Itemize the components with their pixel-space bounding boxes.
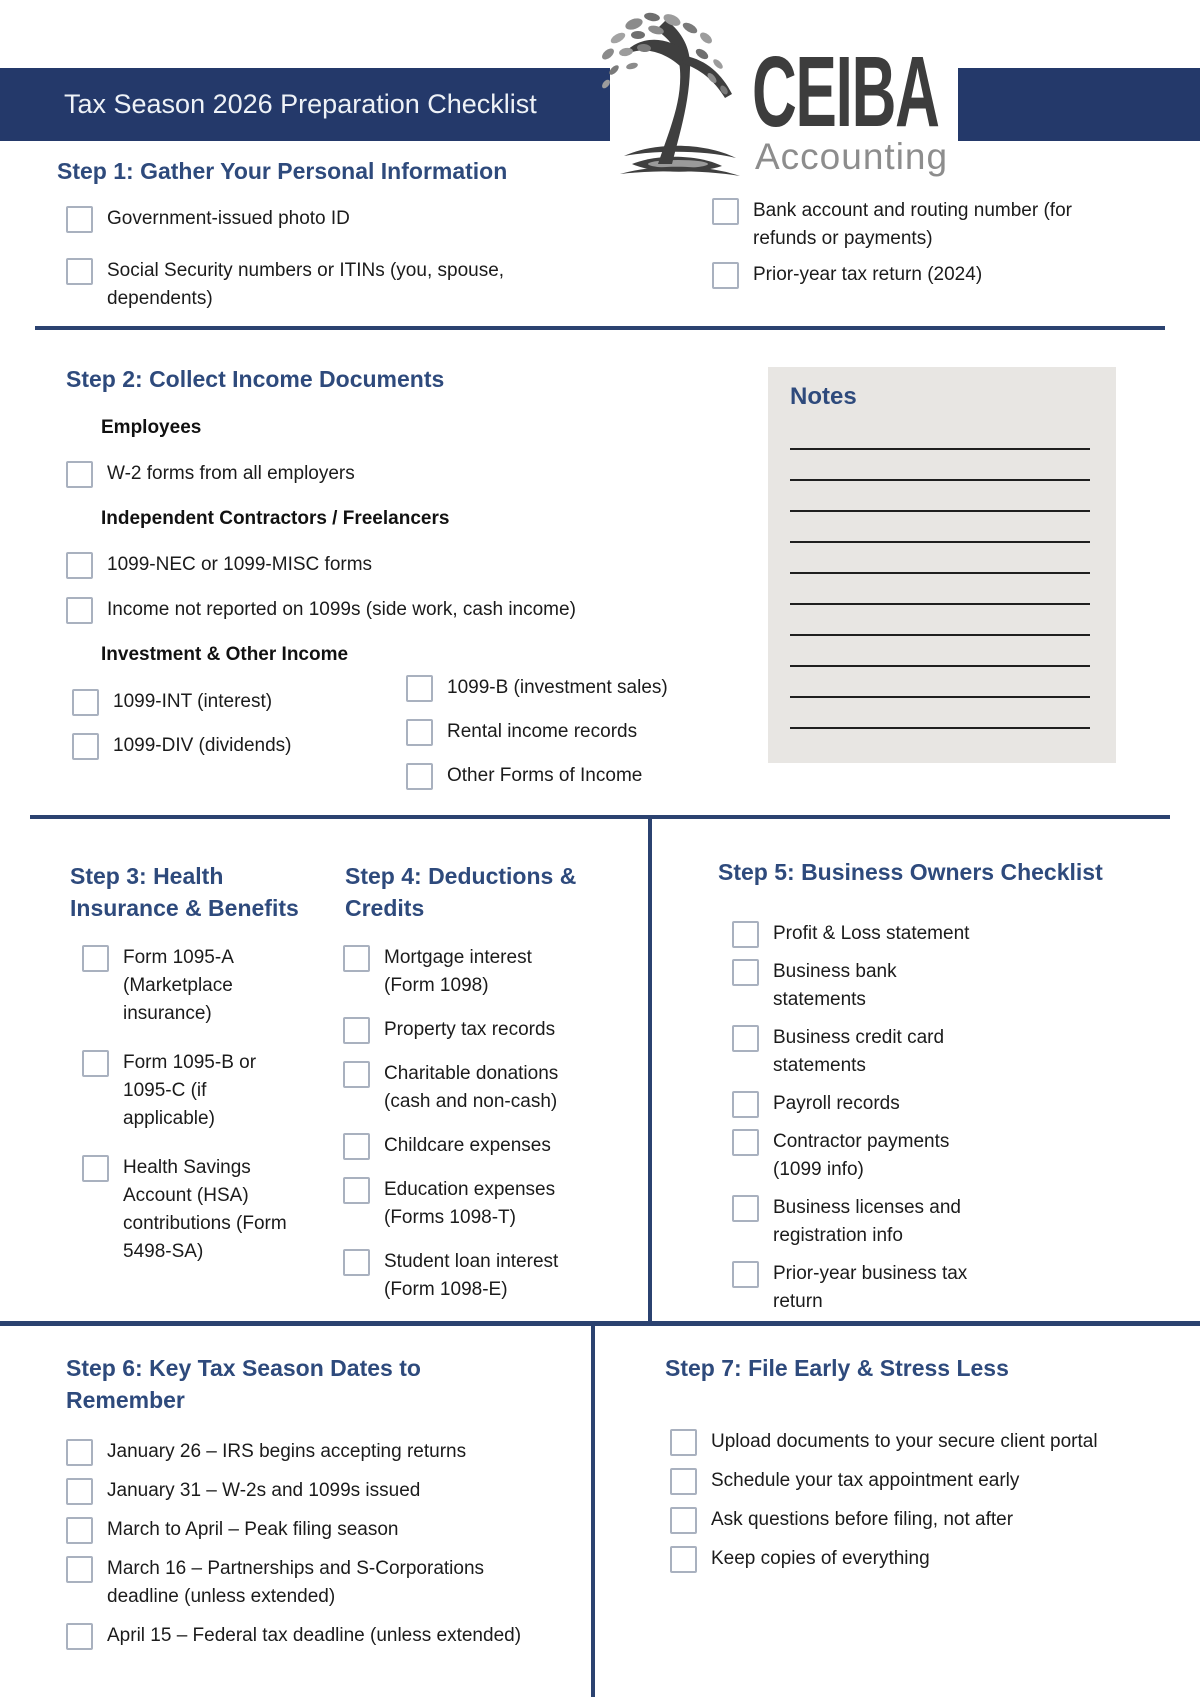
checklist-item — [72, 732, 291, 760]
label-line: Form 1095-A — [123, 947, 234, 968]
checklist-item-label — [107, 1516, 399, 1544]
label-line: Income not reported on 1099s (side work, cash income) — [107, 599, 576, 620]
label-line: statements — [773, 989, 866, 1010]
notes-line — [790, 512, 1090, 543]
step6-heading — [66, 1352, 421, 1416]
label-line: return — [773, 1291, 823, 1312]
checkbox[interactable] — [406, 675, 433, 702]
checklist-item — [66, 1555, 521, 1611]
notes-heading: Notes — [790, 383, 857, 410]
checklist-item-label — [447, 718, 637, 746]
column-divider-steps345 — [648, 815, 652, 1325]
label-line: Rental income records — [447, 721, 638, 742]
label-line: statements — [773, 1055, 866, 1076]
label-line: Property tax records — [384, 1019, 556, 1040]
checklist-item — [66, 551, 576, 579]
checklist-item-label — [384, 944, 532, 1000]
checklist-item — [66, 1622, 521, 1650]
checklist-item — [732, 1024, 969, 1080]
heading-line: Credits — [345, 895, 425, 921]
label-line: Bank account and routing number (for — [753, 200, 1072, 221]
label-line: (cash and non-cash) — [384, 1091, 558, 1112]
label-line: Childcare expenses — [384, 1135, 551, 1156]
label-line: deadline (unless extended) — [107, 1586, 336, 1607]
label-line: refunds or payments) — [753, 228, 933, 249]
step7-heading: Step 7: File Early & Stress Less — [665, 1355, 1009, 1381]
checkbox[interactable] — [66, 1517, 93, 1544]
checklist-item — [732, 1194, 969, 1250]
checkbox[interactable] — [732, 1091, 759, 1118]
step3-checklist — [82, 944, 287, 1287]
label-line: (Marketplace — [123, 975, 233, 996]
checkbox[interactable] — [72, 733, 99, 760]
checkbox[interactable] — [670, 1468, 697, 1495]
checklist-item-label — [447, 762, 642, 790]
checklist-item — [732, 920, 969, 948]
checklist-item-label — [107, 551, 372, 579]
checklist-item — [66, 1438, 521, 1466]
checkbox[interactable] — [712, 198, 739, 225]
checklist-item — [406, 718, 668, 746]
checklist-item — [712, 261, 1072, 289]
checkbox[interactable] — [66, 597, 93, 624]
subsection-heading: Investment & Other Income — [101, 644, 349, 665]
label-line: dependents) — [107, 288, 213, 309]
checkbox[interactable] — [670, 1507, 697, 1534]
checklist-item — [732, 1260, 969, 1316]
checkbox[interactable] — [732, 959, 759, 986]
step3-heading — [70, 860, 299, 924]
checklist-item-label — [753, 197, 1072, 253]
step1-heading: Step 1: Gather Your Personal Information — [57, 158, 508, 184]
checkbox[interactable] — [670, 1546, 697, 1573]
checkbox[interactable] — [66, 1623, 93, 1650]
label-line: Prior-year business tax — [773, 1263, 968, 1284]
checklist-item — [66, 460, 576, 488]
checkbox[interactable] — [343, 1017, 370, 1044]
label-line: Social Security numbers or ITINs (you, spouse, — [107, 260, 505, 281]
label-line: Form 1095-B or — [123, 1052, 257, 1073]
checklist-item — [82, 944, 287, 1028]
notes-ruled-lines — [790, 419, 1090, 729]
checklist-item-label — [107, 1438, 466, 1466]
label-line: contributions (Form — [123, 1213, 287, 1234]
label-line: Ask questions before filing, not after — [711, 1509, 1014, 1530]
notes-line — [790, 605, 1090, 636]
checkbox[interactable] — [343, 1249, 370, 1276]
notes-line — [790, 636, 1090, 667]
step5-heading: Step 5: Business Owners Checklist — [718, 859, 1103, 885]
checklist-item — [732, 958, 969, 1014]
checkbox[interactable] — [82, 1050, 109, 1077]
checklist-item-label — [711, 1428, 1098, 1456]
checklist-item-label — [773, 958, 897, 1014]
checklist-item-label — [107, 460, 355, 488]
label-line: Keep copies of everything — [711, 1548, 930, 1569]
label-line: Health Savings — [123, 1157, 251, 1178]
checklist-item — [670, 1506, 1098, 1534]
notes-line — [790, 481, 1090, 512]
checklist-item — [66, 205, 504, 233]
checklist-item — [670, 1428, 1098, 1456]
checkbox[interactable] — [66, 206, 93, 233]
step4-heading — [345, 860, 576, 924]
step2-heading: Step 2: Collect Income Documents — [66, 366, 445, 392]
checklist-item — [670, 1545, 1098, 1573]
checkbox[interactable] — [670, 1429, 697, 1456]
heading-line: Step 4: Deductions & — [345, 863, 577, 889]
checkbox[interactable] — [732, 921, 759, 948]
label-line: Business licenses and — [773, 1197, 961, 1218]
step7-checklist — [670, 1428, 1098, 1584]
checklist-item — [66, 1477, 521, 1505]
label-line: Schedule your tax appointment early — [711, 1470, 1020, 1491]
step1-left-checklist — [66, 205, 504, 337]
checklist-item — [343, 1176, 558, 1232]
notes-line — [790, 419, 1090, 450]
checkbox[interactable] — [343, 1061, 370, 1088]
step1-right-checklist — [712, 197, 1072, 297]
checkbox[interactable] — [72, 689, 99, 716]
checklist-item — [66, 257, 504, 313]
checklist-item-label — [113, 688, 272, 716]
checkbox[interactable] — [732, 1195, 759, 1222]
label-line: March to April – Peak filing season — [107, 1519, 399, 1540]
checklist-item — [670, 1467, 1098, 1495]
label-line: Prior-year tax return (2024) — [753, 264, 983, 285]
label-line: (1099 info) — [773, 1159, 864, 1180]
notes-line — [790, 574, 1090, 605]
checkbox[interactable] — [82, 945, 109, 972]
checklist-item-label — [447, 674, 668, 702]
label-line: 1099-NEC or 1099-MISC forms — [107, 554, 373, 575]
step4-checklist — [343, 944, 558, 1320]
label-line: Upload documents to your secure client portal — [711, 1431, 1098, 1452]
notes-line — [790, 698, 1090, 729]
checklist-item — [82, 1154, 287, 1266]
checkbox[interactable] — [732, 1025, 759, 1052]
checklist-item-label — [773, 1260, 967, 1316]
checkbox[interactable] — [406, 763, 433, 790]
checkbox[interactable] — [66, 258, 93, 285]
checklist-item-label — [773, 920, 969, 948]
checkbox[interactable] — [66, 1556, 93, 1583]
checkbox[interactable] — [712, 262, 739, 289]
checklist-item — [72, 688, 291, 716]
checklist-item-label — [113, 732, 291, 760]
step2-investment-right-checklist — [406, 674, 668, 806]
label-line: Payroll records — [773, 1093, 900, 1114]
notes-line — [790, 543, 1090, 574]
checklist-item-label — [711, 1467, 1019, 1495]
label-line: 1099-B (investment sales) — [447, 677, 668, 698]
label-line: insurance) — [123, 1003, 212, 1024]
label-line: Other Forms of Income — [447, 765, 643, 786]
checklist-item-label — [123, 1049, 256, 1133]
label-line: Mortgage interest — [384, 947, 532, 968]
label-line: (Form 1098) — [384, 975, 489, 996]
notes-line — [790, 667, 1090, 698]
checklist-item-label — [107, 1477, 420, 1505]
ceiba-tree-logo-icon — [594, 8, 762, 180]
checklist-item — [406, 762, 668, 790]
checkbox[interactable] — [82, 1155, 109, 1182]
label-line: applicable) — [123, 1108, 215, 1129]
checklist-item-label — [753, 261, 982, 289]
step2-main-checklist — [66, 408, 576, 687]
step6-checklist — [66, 1438, 521, 1661]
label-line: Profit & Loss statement — [773, 923, 970, 944]
subsection-heading: Independent Contractors / Freelancers — [101, 508, 450, 529]
checkbox[interactable] — [732, 1129, 759, 1156]
step5-checklist — [732, 920, 969, 1326]
checklist-item — [66, 596, 576, 624]
heading-line: Step 6: Key Tax Season Dates to — [66, 1355, 421, 1381]
checklist-item — [82, 1049, 287, 1133]
checklist-item — [343, 1016, 558, 1044]
document-title: Tax Season 2026 Preparation Checklist — [64, 89, 537, 119]
column-divider-steps67 — [591, 1321, 595, 1697]
checklist-item-label — [107, 1622, 521, 1650]
label-line: 1099-DIV (dividends) — [113, 735, 292, 756]
label-line: (Forms 1098-T) — [384, 1207, 516, 1228]
checkbox[interactable] — [66, 552, 93, 579]
label-line: April 15 – Federal tax deadline (unless extended) — [107, 1625, 522, 1646]
section-divider-2 — [30, 815, 1170, 819]
heading-line: Remember — [66, 1387, 185, 1413]
checklist-item — [343, 944, 558, 1000]
label-line: Account (HSA) — [123, 1185, 249, 1206]
label-line: W-2 forms from all employers — [107, 463, 355, 484]
checklist-item-label — [773, 1090, 900, 1118]
checkbox[interactable] — [66, 1478, 93, 1505]
checkbox[interactable] — [732, 1261, 759, 1288]
heading-line: Insurance & Benefits — [70, 895, 299, 921]
checklist-item-label — [711, 1506, 1013, 1534]
label-line: (Form 1098-E) — [384, 1279, 508, 1300]
checklist-item — [343, 1060, 558, 1116]
checklist-item-label — [384, 1248, 558, 1304]
checklist-item — [712, 197, 1072, 253]
checklist-item-label — [107, 1555, 484, 1611]
checklist-item-label — [384, 1176, 555, 1232]
label-line: Education expenses — [384, 1179, 556, 1200]
checklist-item-label — [107, 257, 504, 313]
label-line: Contractor payments — [773, 1131, 950, 1152]
checklist-item-label — [773, 1024, 944, 1080]
label-line: Charitable donations — [384, 1063, 559, 1084]
notes-line — [790, 450, 1090, 481]
label-line: 1095-C (if — [123, 1080, 207, 1101]
checklist-item-label — [107, 596, 576, 624]
checklist-item-label — [384, 1132, 551, 1160]
checkbox[interactable] — [343, 1133, 370, 1160]
step2-investment-left-checklist — [72, 688, 291, 776]
checklist-item-label — [384, 1016, 555, 1044]
label-line: registration info — [773, 1225, 903, 1246]
checkbox[interactable] — [406, 719, 433, 746]
section-divider-3 — [0, 1321, 1200, 1326]
checklist-item-label — [773, 1194, 961, 1250]
checklist-item — [343, 1132, 558, 1160]
checklist-item — [406, 674, 668, 702]
checklist-item — [343, 1248, 558, 1304]
checklist-item — [66, 1516, 521, 1544]
brand-name: CEIBA — [752, 36, 939, 148]
notes-box — [768, 367, 1116, 763]
label-line: 5498-SA) — [123, 1241, 204, 1262]
subsection-heading: Employees — [101, 417, 202, 438]
label-line: January 31 – W-2s and 1099s issued — [107, 1480, 421, 1501]
checklist-item — [732, 1128, 969, 1184]
checkbox[interactable] — [66, 461, 93, 488]
heading-line: Step 3: Health — [70, 863, 224, 889]
checklist-item-label — [107, 205, 350, 233]
label-line: Business credit card — [773, 1027, 945, 1048]
label-line: Business bank — [773, 961, 897, 982]
checklist-item-label — [711, 1545, 930, 1573]
label-line: Government-issued photo ID — [107, 208, 350, 229]
checklist-item-label — [123, 944, 234, 1028]
checklist-item-label — [123, 1154, 287, 1266]
brand-subtitle: Accounting — [755, 136, 949, 177]
checklist-item-label — [384, 1060, 558, 1116]
checkbox[interactable] — [66, 1439, 93, 1466]
section-divider-1 — [35, 326, 1165, 330]
label-line: Student loan interest — [384, 1251, 559, 1272]
label-line: 1099-INT (interest) — [113, 691, 273, 712]
checklist-item — [732, 1090, 969, 1118]
label-line: March 16 – Partnerships and S-Corporations — [107, 1558, 485, 1579]
checkbox[interactable] — [343, 945, 370, 972]
label-line: January 26 – IRS begins accepting returns — [107, 1441, 467, 1462]
checkbox[interactable] — [343, 1177, 370, 1204]
checklist-item-label — [773, 1128, 949, 1184]
